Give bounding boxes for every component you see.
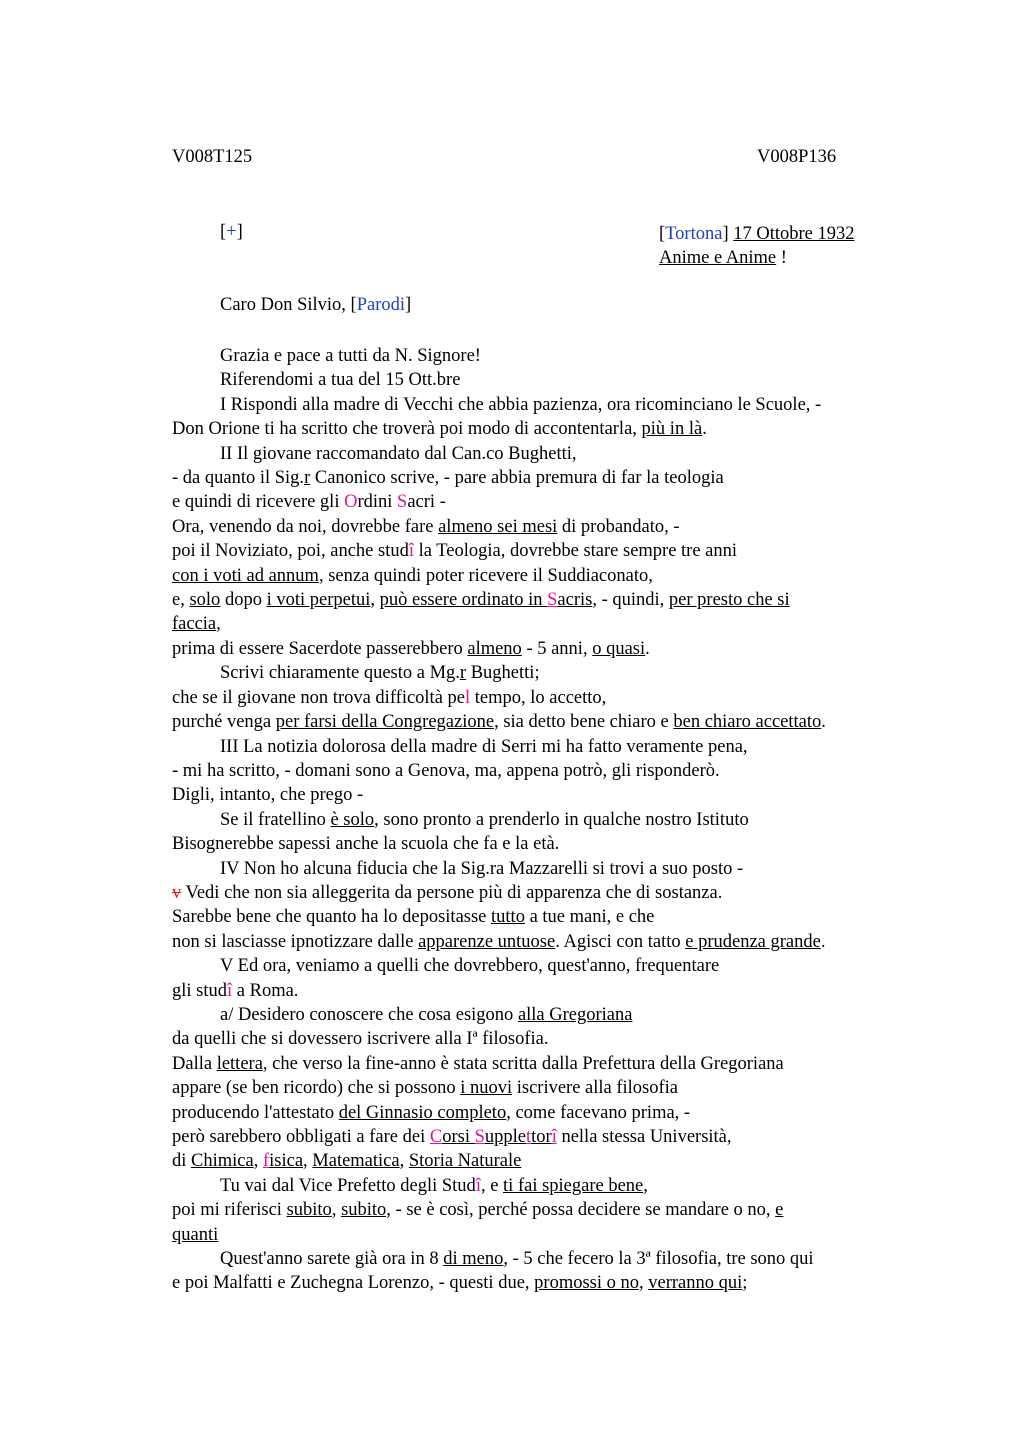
letter-line <box>172 759 932 783</box>
text-segment: da quelli che si dovessero iscrivere alla Iª filosofia. <box>172 1029 549 1050</box>
text-segment: e, <box>172 590 190 611</box>
document-code-left: V008T125 <box>172 147 253 167</box>
text-segment: upple <box>484 1127 526 1147</box>
text-segment: , - quindi, <box>592 590 669 611</box>
text-segment: î <box>551 1127 557 1147</box>
text-segment: rdini <box>357 492 398 513</box>
text-segment: iscrivere alla filosofia <box>512 1078 679 1099</box>
text-segment: a/ Desidero conoscere che cosa esigono <box>220 1004 518 1025</box>
text-segment: t <box>525 1127 532 1147</box>
text-segment: producendo l'attestato <box>172 1102 339 1123</box>
letter-body <box>172 344 932 1296</box>
text-segment: orsi <box>442 1127 475 1147</box>
date-block <box>659 222 855 270</box>
letter-line <box>172 1174 932 1198</box>
text-segment: subito <box>286 1200 332 1221</box>
text-segment: Quest'anno sarete già ora in 8 <box>220 1249 444 1270</box>
text-segment: per presto che si <box>668 590 790 611</box>
text-segment: ben chiaro accettato <box>673 712 822 733</box>
text-segment: a Roma. <box>232 980 299 1001</box>
text-segment: , senza quindi poter ricevere il Suddiaconato, <box>318 565 653 586</box>
letter-line <box>172 1125 932 1149</box>
text-segment: può essere ordinato in <box>379 590 548 611</box>
letter-line <box>172 539 932 563</box>
text-segment: del Ginnasio completo <box>338 1102 507 1123</box>
text-segment: , <box>643 1175 648 1196</box>
text-segment: . <box>821 712 826 733</box>
text-segment: r <box>304 468 311 489</box>
text-segment: purché venga <box>172 712 276 733</box>
letter-line <box>172 393 932 417</box>
text-segment: II Il giovane raccomandato dal Can.co Bughetti, <box>220 443 577 464</box>
text-segment: , <box>253 1151 263 1172</box>
text-segment: appare (se ben ricordo) che si possono <box>172 1078 461 1099</box>
letter-line <box>172 857 932 881</box>
text-segment: Vedi che non sia alleggerita da persone più di apparenza che di sostanza. <box>181 882 723 903</box>
letter-line <box>172 417 932 441</box>
text-segment: Sarebbe bene che quanto ha lo depositasse <box>172 907 492 928</box>
letter-line <box>172 1101 932 1125</box>
text-segment: apparenze untuose <box>418 931 556 952</box>
text-segment: poi mi riferisci <box>172 1200 287 1221</box>
letter-line <box>172 979 932 1003</box>
text-segment: . <box>820 931 826 952</box>
text-segment: di meno <box>443 1249 504 1270</box>
cross-sign: + <box>226 222 237 242</box>
text-segment: - 5 anni, <box>521 638 593 659</box>
text-segment: lettera <box>216 1053 263 1074</box>
text-segment: , come facevano prima, - <box>506 1102 691 1123</box>
text-segment: , sia detto bene chiaro e <box>494 712 674 733</box>
text-segment: con i voti ad annum <box>172 565 319 586</box>
letter-line <box>172 735 932 759</box>
text-segment: Matematica <box>312 1151 400 1172</box>
letter-line <box>172 637 932 661</box>
text-segment: isica <box>269 1151 304 1172</box>
letter-line <box>172 1027 932 1051</box>
bracket-open: [ <box>350 295 357 315</box>
text-segment: ; <box>742 1273 748 1294</box>
letter-line <box>172 661 932 685</box>
letter-line <box>172 442 932 466</box>
text-segment: l <box>465 687 471 708</box>
text-segment: gli stud <box>172 980 227 1001</box>
letter-line <box>172 1247 932 1271</box>
salutation <box>220 295 411 316</box>
text-segment: f <box>262 1151 270 1172</box>
letter-line <box>172 881 932 905</box>
text-segment: di <box>172 1151 192 1172</box>
text-segment: O <box>344 492 358 513</box>
text-segment: Tu vai dal Vice Prefetto degli Stud <box>220 1175 476 1196</box>
text-segment: Scrivi chiaramente questo a Mg. <box>220 663 460 684</box>
text-segment: tempo, lo accetto, <box>470 687 607 708</box>
text-segment: Bisognerebbe sapessi anche la scuola che fa e la età. <box>172 834 560 855</box>
letter-line <box>172 490 932 514</box>
text-segment: , - se è così, perché possa decidere se mandare o no, <box>386 1200 776 1221</box>
text-segment: IV Non ho alcuna fiducia che la Sig.ra Mazzarelli si trovi a suo posto - <box>220 858 744 879</box>
letter-line <box>172 1076 932 1100</box>
letter-line <box>172 1052 932 1076</box>
text-segment: , che verso la fine-anno è stata scritta dalla Prefettura della Gregoriana <box>262 1053 784 1074</box>
text-segment: Riferendomi a tua del 15 Ott.bre <box>220 370 461 391</box>
text-segment: faccia <box>172 614 217 635</box>
bracket-open: [ <box>220 222 227 242</box>
text-segment: e poi Malfatti e Zuchegna Lorenzo, - questi due, <box>172 1273 535 1294</box>
letter-date: 17 Ottobre 1932 <box>733 224 855 244</box>
text-segment: nella stessa Università, <box>556 1127 732 1147</box>
letter-line <box>172 564 932 588</box>
text-segment: , <box>303 1151 313 1172</box>
letter-line <box>172 1271 932 1295</box>
text-segment: più in là <box>641 419 703 440</box>
letter-line <box>172 344 932 368</box>
text-segment: non si lasciasse ipnotizzare dalle <box>172 931 419 952</box>
text-segment: , - 5 che fecero la 3ª filosofia, tre sono qui <box>503 1249 814 1270</box>
bracket-open: [ <box>659 224 666 244</box>
text-segment: subito <box>341 1200 387 1221</box>
text-segment: Se il fratellino <box>220 809 331 830</box>
text-segment: î <box>408 541 415 562</box>
text-segment: v <box>172 882 182 903</box>
text-segment: alla Gregoriana <box>517 1004 633 1025</box>
text-segment: di probandato, - <box>557 516 680 537</box>
bracket-close: ] <box>236 222 243 242</box>
text-segment: - da quanto il Sig. <box>172 468 305 489</box>
text-segment: tutto <box>491 907 525 928</box>
text-segment: S <box>397 492 408 513</box>
text-segment: S <box>474 1127 485 1147</box>
text-segment: Canonico scrive, - pare abbia premura di far la teologia <box>310 468 724 489</box>
text-segment: solo <box>189 590 221 611</box>
salutation-text: Caro Don Silvio, <box>220 295 351 315</box>
text-segment: che se il giovane non trova difficoltà pe <box>172 687 465 708</box>
text-segment: almeno sei mesi <box>438 516 558 537</box>
text-segment: C <box>429 1127 443 1147</box>
text-segment: Storia Naturale <box>408 1151 522 1172</box>
text-segment: i voti perpetui <box>266 590 371 611</box>
place-name: Tortona <box>665 224 723 244</box>
text-segment: e quindi di ricevere gli <box>172 492 345 513</box>
document-code-right: V008P136 <box>757 147 837 167</box>
text-segment: acri - <box>407 492 446 513</box>
text-segment: e prudenza grande <box>685 931 821 952</box>
text-segment: . Agisci con tatto <box>555 931 686 952</box>
text-segment: dopo <box>220 590 267 611</box>
text-segment: î <box>227 980 233 1001</box>
text-segment: verranno qui <box>648 1273 743 1294</box>
text-segment: ti fai spiegare bene <box>503 1175 644 1196</box>
bracket-close: ] <box>722 224 729 244</box>
letter-line <box>172 1223 932 1247</box>
text-segment: promossi o no <box>534 1273 640 1294</box>
motto-line <box>659 246 855 270</box>
text-segment: - mi ha scritto, - domani sono a Genova, ma, appena potrò, gli risponderò. <box>172 760 720 781</box>
motto: Anime e Anime <box>659 248 777 268</box>
text-segment: la Teologia, dovrebbe stare sempre tre anni <box>414 541 738 562</box>
text-segment: , sono pronto a prenderlo in qualche nostro Istituto <box>374 809 749 830</box>
letter-line <box>172 710 932 734</box>
text-segment: V Ed ora, veniamo a quelli che dovrebbero, quest'anno, frequentare <box>220 956 720 977</box>
letter-line <box>172 515 932 539</box>
text-segment: . <box>645 638 650 659</box>
recipient-surname: Parodi <box>356 295 406 315</box>
text-segment: î <box>475 1175 481 1196</box>
letter-line <box>172 954 932 978</box>
text-segment: e <box>775 1200 784 1221</box>
date-line <box>659 222 855 246</box>
text-segment: però sarebbero obbligati a fare dei <box>172 1127 430 1147</box>
text-segment: acris <box>557 590 593 611</box>
letter-line <box>172 368 932 392</box>
text-segment: per farsi della Congregazione <box>275 712 495 733</box>
text-segment: quanti <box>172 1224 219 1245</box>
text-segment: tor <box>531 1127 552 1147</box>
letter-line <box>172 930 932 954</box>
text-segment: prima di essere Sacerdote passerebbero <box>172 638 468 659</box>
cross-marker <box>220 222 243 243</box>
text-segment: , <box>331 1200 342 1221</box>
text-segment: III La notizia dolorosa della madre di Serri mi ha fatto veramente pena, <box>220 736 748 757</box>
text-segment: è solo <box>330 809 375 830</box>
text-segment: , <box>370 590 380 611</box>
bracket-close: ] <box>405 295 412 315</box>
text-segment: r <box>459 663 467 684</box>
letter-line <box>172 905 932 929</box>
letter-line <box>172 783 932 807</box>
text-segment: Don Orione ti ha scritto che troverà poi modo di accontentarla, <box>172 419 642 440</box>
letter-line <box>172 832 932 856</box>
motto-tail: ! <box>776 248 787 268</box>
letter-line <box>172 1003 932 1027</box>
text-segment: , e <box>480 1175 504 1196</box>
letter-line <box>172 612 932 636</box>
text-segment: Chimica <box>191 1151 254 1172</box>
text-segment: Ora, venendo da noi, dovrebbe fare <box>172 516 439 537</box>
text-segment: o quasi <box>592 638 646 659</box>
letter-line <box>172 1149 932 1173</box>
letter-line <box>172 1198 932 1222</box>
text-segment: I Rispondi alla madre di Vecchi che abbia pazienza, ora ricominciano le Scuole, - <box>220 394 822 415</box>
letter-line <box>172 808 932 832</box>
text-segment: Grazia e pace a tutti da N. Signore! <box>220 346 481 366</box>
text-segment: i nuovi <box>460 1078 513 1099</box>
text-segment: Bughetti; <box>466 663 540 684</box>
text-segment: a tue mani, e che <box>524 907 655 928</box>
text-segment: , <box>639 1273 649 1294</box>
text-segment: almeno <box>467 638 522 659</box>
letter-line <box>172 466 932 490</box>
text-segment: S <box>547 590 558 611</box>
letter-line <box>172 588 932 612</box>
letter-line <box>172 686 932 710</box>
text-segment: Digli, intanto, che prego - <box>172 785 364 806</box>
text-segment: , <box>399 1151 409 1172</box>
text-segment: , <box>216 614 221 635</box>
text-segment: Dalla <box>172 1053 217 1074</box>
text-segment: . <box>702 419 707 440</box>
text-segment: poi il Noviziato, poi, anche stud <box>172 541 409 562</box>
